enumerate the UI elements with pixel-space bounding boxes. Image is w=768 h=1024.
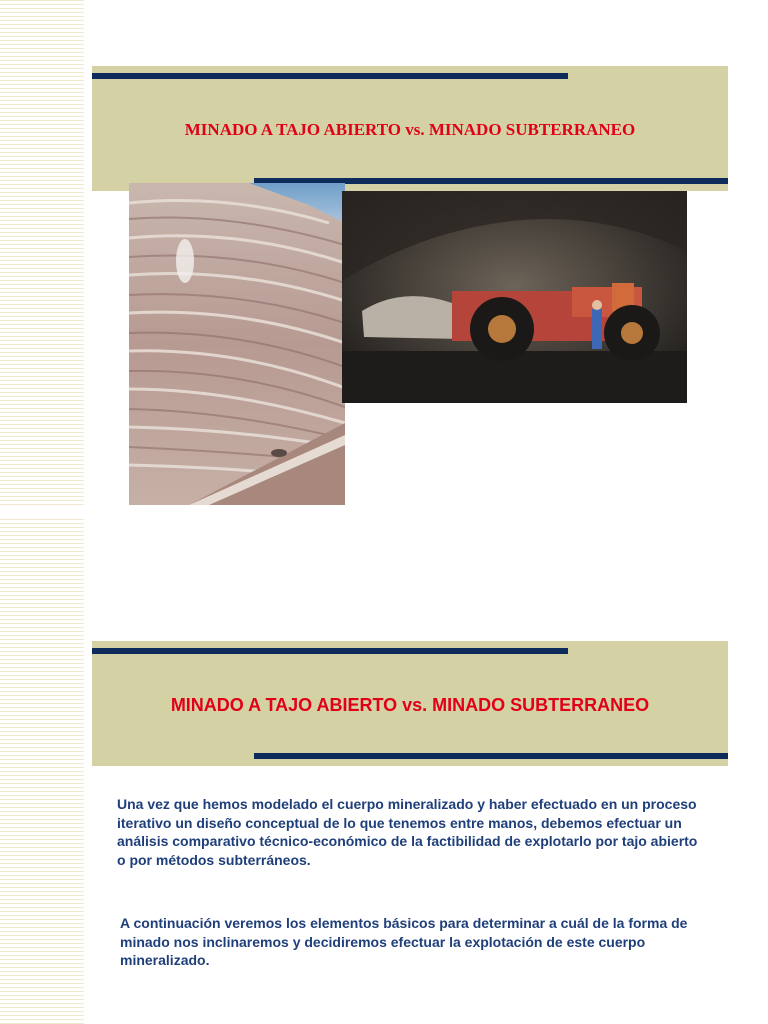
- decorative-stripes: [0, 519, 84, 1024]
- slide-title: MINADO A TAJO ABIERTO vs. MINADO SUBTERRANEO: [170, 695, 650, 715]
- title-bar-bottom: [254, 753, 728, 759]
- open-pit-mine-photo: [129, 183, 345, 505]
- decorative-stripes: [0, 0, 84, 505]
- slide-2: [0, 519, 768, 1024]
- slide-title: MINADO A TAJO ABIERTO vs. MINADO SUBTERRANEO: [184, 120, 636, 139]
- underground-loader-photo: [342, 191, 687, 403]
- slide-1: [0, 0, 768, 505]
- title-bar-top: [92, 73, 568, 79]
- body-paragraph-1: Una vez que hemos modelado el cuerpo mineralizado y haber efectuado en un proceso iterativo un diseño conceptual de lo que tenemos entre manos, debemos efectuar un análisis comparativo técnico-económico de la factibilidad de explotarlo por tajo abierto o por métodos subterráneos.: [117, 796, 698, 868]
- title-bar-top: [92, 648, 568, 654]
- body-paragraph-2: A continuación veremos los elementos básicos para determinar a cuál de la forma de minado nos inclinaremos y decidiremos efectuar la explotación de este cuerpo mineralizado.: [120, 915, 688, 968]
